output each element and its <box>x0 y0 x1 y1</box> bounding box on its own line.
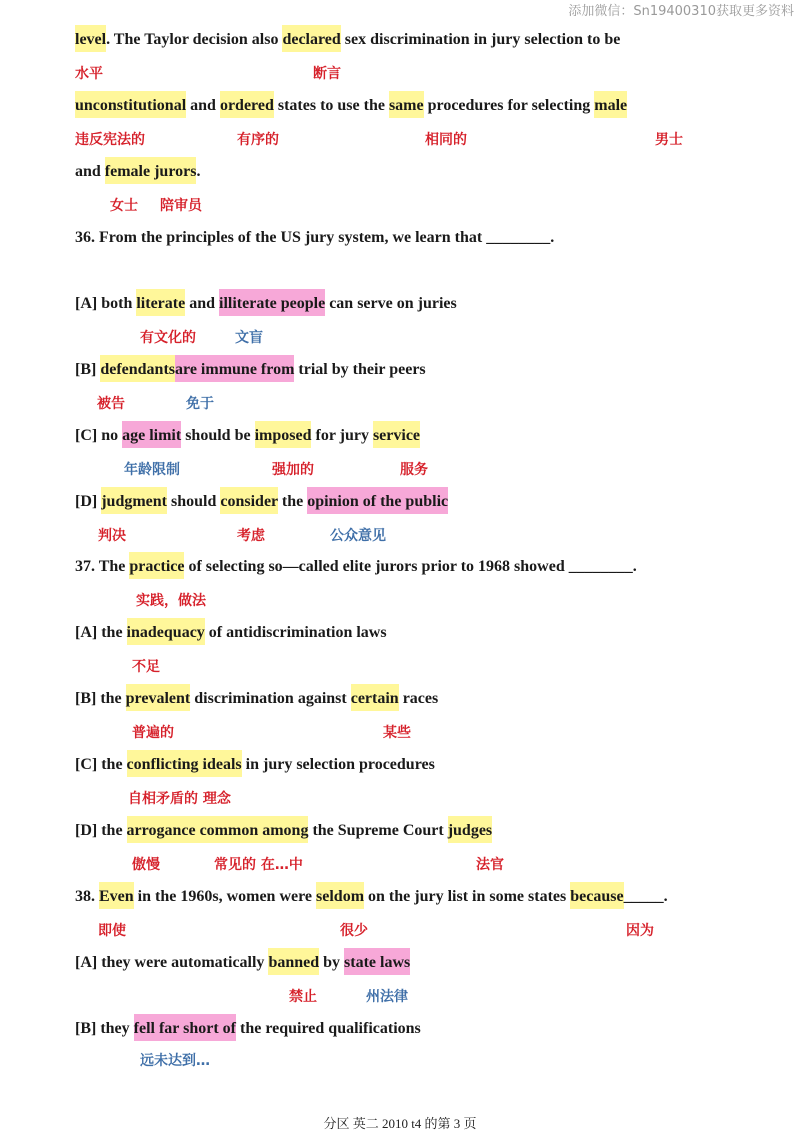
hl-literate: literate <box>136 289 185 316</box>
hl-fell-far-short-of: fell far short of <box>134 1014 236 1041</box>
hl-level: level <box>75 25 106 52</box>
text: [D] <box>75 493 102 510</box>
note-common-among: 常见的 在…中 <box>214 857 303 873</box>
text: the <box>277 493 308 510</box>
note-female: 女士 <box>110 198 138 214</box>
hl-age-limit: age limit <box>122 421 181 448</box>
hl-prevalent: prevalent <box>126 684 191 711</box>
note-state-laws: 州法律 <box>366 989 408 1005</box>
note-certain: 某些 <box>383 725 411 741</box>
hl-male: male <box>594 91 627 118</box>
hl-banned: banned <box>268 948 319 975</box>
text: of selecting so—called elite jurors prior to 1968 showed ________. <box>184 558 637 575</box>
text: [C] the <box>75 756 127 773</box>
text: for jury <box>311 427 373 444</box>
hl-ordered: ordered <box>220 91 274 118</box>
text: [B] the <box>75 690 126 707</box>
q36-option-d <box>75 492 448 512</box>
passage-line-3 <box>75 162 200 182</box>
hl-declared: declared <box>282 25 340 52</box>
text: 37. The <box>75 558 130 575</box>
note-declared: 断言 <box>313 66 341 82</box>
text: procedures for selecting <box>423 97 595 114</box>
note-fell-far-short: 远未达到… <box>140 1053 210 1069</box>
q36-option-a <box>75 294 457 314</box>
hl-judges: judges <box>448 816 492 843</box>
text: [A] both <box>75 295 137 312</box>
text: 38. <box>75 888 99 905</box>
text: and <box>186 97 220 114</box>
hl-practice: practice <box>129 552 184 579</box>
q36-option-c <box>75 426 420 446</box>
hl-judgment: judgment <box>101 487 167 514</box>
note-judgment: 判决 <box>98 528 126 544</box>
hl-conflicting-ideals: conflicting ideals <box>127 750 242 777</box>
text: races <box>398 690 439 707</box>
note-judges: 法官 <box>476 857 504 873</box>
note-immune: 免于 <box>186 396 214 412</box>
hl-illiterate-people: illiterate people <box>219 289 325 316</box>
hl-arrogance-common-among: arrogance common among <box>127 816 309 843</box>
note-conflicting-ideals: 自相矛盾的 理念 <box>128 791 231 807</box>
hl-because: because <box>570 882 623 909</box>
text: on the jury list in some states <box>364 888 571 905</box>
hl-consider: consider <box>220 487 277 514</box>
note-practice: 实践，做法 <box>136 593 206 609</box>
text: should be <box>181 427 255 444</box>
q38-stem <box>75 887 668 907</box>
note-jurors: 陪审员 <box>160 198 202 214</box>
q37-option-a <box>75 623 387 643</box>
text: can serve on juries <box>325 295 457 312</box>
passage-line-2 <box>75 96 627 116</box>
watermark: 添加微信：Sn19400310获取更多资料 <box>568 4 794 19</box>
text: by <box>319 954 345 971</box>
note-banned: 禁止 <box>289 989 317 1005</box>
note-service: 服务 <box>400 462 428 478</box>
text: and <box>185 295 219 312</box>
note-seldom: 很少 <box>340 923 368 939</box>
q36-option-b <box>75 360 426 380</box>
note-unconstitutional: 违反宪法的 <box>75 132 145 148</box>
note-opinion: 公众意见 <box>330 528 386 544</box>
note-inadequacy: 不足 <box>132 659 160 675</box>
note-arrogance: 傲慢 <box>132 857 160 873</box>
hl-defendants: defendants <box>100 355 175 382</box>
text: discrimination against <box>190 690 351 707</box>
note-ordered: 有序的 <box>237 132 279 148</box>
hl-service: service <box>373 421 420 448</box>
hl-opinion-of-the-public: opinion of the public <box>307 487 448 514</box>
note-level: 水平 <box>75 66 103 82</box>
note-imposed: 强加的 <box>272 462 314 478</box>
hl-imposed: imposed <box>255 421 312 448</box>
q37-option-d <box>75 821 492 841</box>
note-because: 因为 <box>626 923 654 939</box>
hl-certain: certain <box>351 684 399 711</box>
hl-female-jurors: female jurors <box>105 157 197 184</box>
note-even: 即使 <box>98 923 126 939</box>
q37-stem <box>75 557 637 577</box>
q38-option-b <box>75 1019 421 1039</box>
q36-stem: 36. From the principles of the US jury system, we learn that ________. <box>75 229 555 246</box>
text: trial by their peers <box>294 361 426 378</box>
text: [B] <box>75 361 101 378</box>
note-same: 相同的 <box>425 132 467 148</box>
text: . The Taylor decision also <box>106 31 283 48</box>
note-illiterate: 文盲 <box>235 330 263 346</box>
note-defendants: 被告 <box>97 396 125 412</box>
text: [C] no <box>75 427 123 444</box>
note-male: 男士 <box>655 132 683 148</box>
text: [A] the <box>75 624 127 641</box>
note-age-limit: 年龄限制 <box>124 462 180 478</box>
hl-same: same <box>389 91 424 118</box>
hl-state-laws: state laws <box>344 948 410 975</box>
hl-are-immune-from: are immune from <box>175 355 294 382</box>
text: . <box>196 163 201 180</box>
passage-line-1 <box>75 30 620 50</box>
page-footer: 分区 英二 2010 t4 的第 3 页 <box>323 1116 477 1131</box>
text: in the 1960s, women were <box>133 888 317 905</box>
text: of antidiscrimination laws <box>204 624 387 641</box>
q38-option-a <box>75 953 410 973</box>
text: should <box>167 493 221 510</box>
text: states to use the <box>273 97 389 114</box>
hl-seldom: seldom <box>316 882 364 909</box>
note-consider: 考虑 <box>237 528 265 544</box>
text: in jury selection procedures <box>241 756 435 773</box>
note-prevalent: 普遍的 <box>132 725 174 741</box>
text: [D] the <box>75 822 127 839</box>
text: [B] they <box>75 1020 134 1037</box>
text: [A] they were automatically <box>75 954 269 971</box>
text: _____. <box>623 888 668 905</box>
hl-even: Even <box>99 882 134 909</box>
text: and <box>75 163 105 180</box>
text: the Supreme Court <box>308 822 448 839</box>
hl-unconstitutional: unconstitutional <box>75 91 186 118</box>
note-literate: 有文化的 <box>140 330 196 346</box>
q37-option-c <box>75 755 435 775</box>
q37-option-b <box>75 689 438 709</box>
text: the required qualifications <box>236 1020 421 1037</box>
text: sex discrimination in jury selection to be <box>340 31 621 48</box>
hl-inadequacy: inadequacy <box>127 618 205 645</box>
